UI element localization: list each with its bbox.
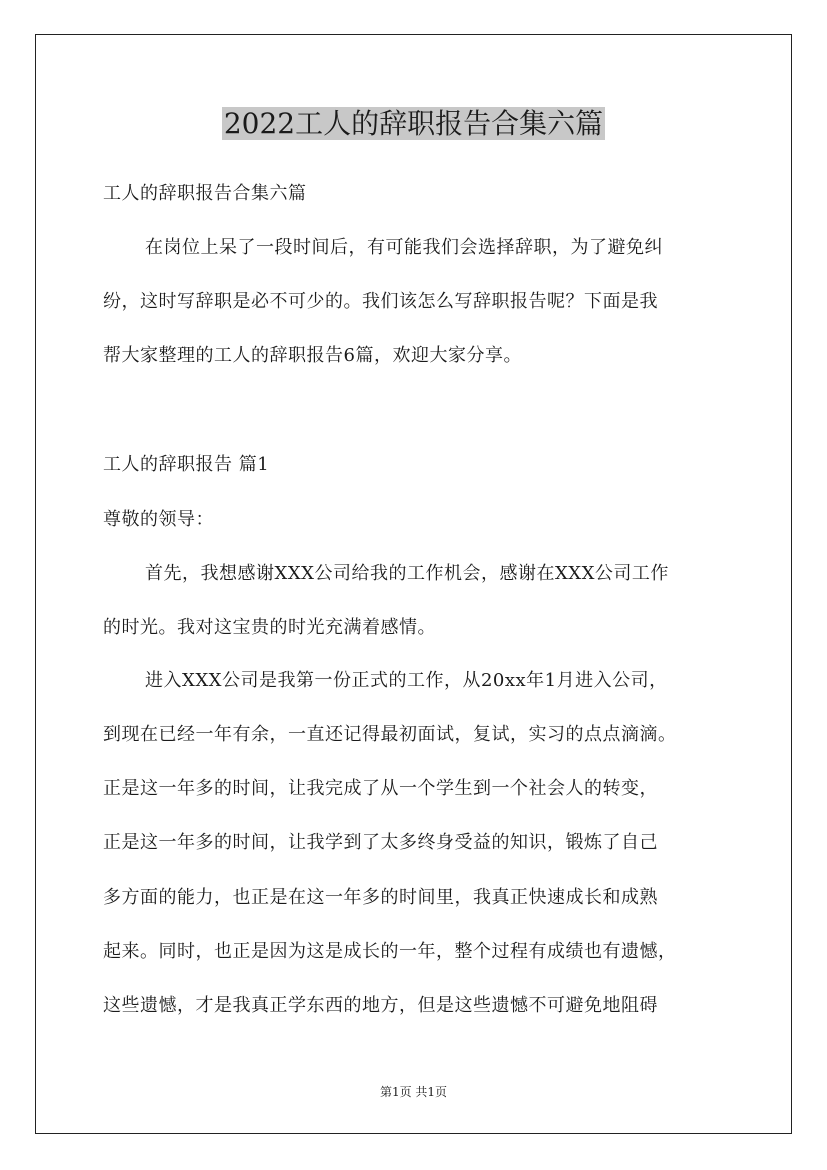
paragraph1-line-1: 首先，我想感谢XXX公司给我的工作机会，感谢在XXX公司工作 [145,563,669,584]
paragraph1-line-2: 的时光。我对这宝贵的时光充满着感情。 [103,617,436,638]
paragraph2-line-2: 到现在已经一年有余，一直还记得最初面试，复试，实习的点点滴滴。 [103,724,677,745]
document-title-text: 2022工人的辞职报告合集六篇 [223,107,604,140]
page-footer: 第1页 共1页 [379,1085,448,1099]
intro-line-2: 纷，这时写辞职是必不可少的。我们该怎么写辞职报告呢？下面是我 [103,291,658,312]
paragraph2-line-1: 进入XXX公司是我第一份正式的工作，从20xx年1月进入公司， [145,670,668,691]
intro-line-3: 帮大家整理的工人的辞职报告6篇，欢迎大家分享。 [103,345,522,366]
paragraph2-line-3: 正是这一年多的时间，让我完成了从一个学生到一个社会人的转变， [103,778,658,799]
paragraph2-line-4: 正是这一年多的时间，让我学到了太多终身受益的知识，锻炼了自己 [103,832,658,853]
section-heading: 工人的辞职报告 篇1 [103,454,270,475]
paragraph2-line-5: 多方面的能力，也正是在这一年多的时间里，我真正快速成长和成熟 [103,887,658,908]
intro-line-1: 在岗位上呆了一段时间后，有可能我们会选择辞职，为了避免纠 [145,237,663,258]
paragraph2-line-7: 这些遗憾，才是我真正学东西的地方，但是这些遗憾不可避免地阻碍 [103,995,658,1016]
paragraph2-line-6: 起来。同时，也正是因为这是成长的一年，整个过程有成绩也有遗憾， [103,941,677,962]
document-title [0,104,827,144]
document-subtitle: 工人的辞职报告合集六篇 [103,183,307,204]
salutation: 尊敬的领导： [103,509,214,530]
